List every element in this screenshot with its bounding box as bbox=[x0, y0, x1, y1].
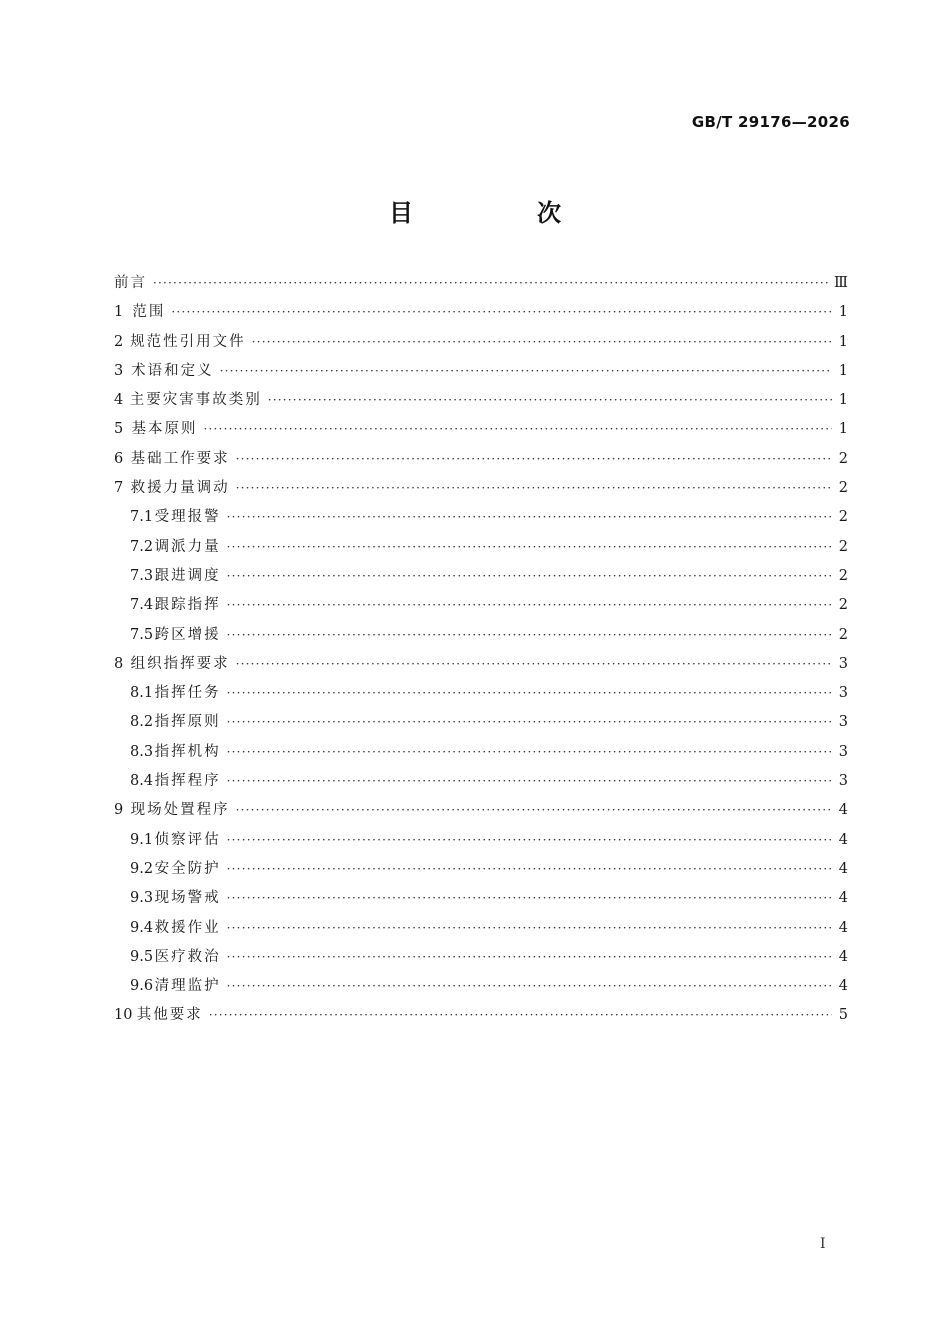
toc-entry[interactable] bbox=[114, 884, 848, 913]
toc-entry-title: 侦察评估 bbox=[154, 831, 221, 848]
toc-entry-page: 4 bbox=[838, 831, 848, 848]
toc-entry[interactable] bbox=[114, 796, 848, 825]
toc-entry-title: 术语和定义 bbox=[131, 362, 214, 379]
toc-leader-dots bbox=[227, 943, 832, 972]
toc-entry-title: 调派力量 bbox=[154, 538, 221, 555]
toc-entry[interactable] bbox=[114, 943, 848, 972]
toc-entry-title: 范围 bbox=[132, 304, 166, 321]
toc-entry[interactable] bbox=[114, 298, 848, 327]
toc-entry-title: 救援力量调动 bbox=[130, 480, 230, 497]
toc-entry-page: 2 bbox=[838, 538, 848, 555]
toc-entry-page: 1 bbox=[838, 362, 848, 379]
toc-entry-page: Ⅲ bbox=[834, 275, 848, 291]
toc-entry-number: 9.3 bbox=[130, 890, 154, 907]
toc-entry-number: 7.5 bbox=[130, 626, 154, 643]
toc-entry-title: 指挥机构 bbox=[154, 743, 221, 760]
toc-entry-number: 9.6 bbox=[130, 978, 154, 995]
toc-entry-title: 现场处置程序 bbox=[130, 802, 230, 819]
toc-leader-dots bbox=[227, 972, 832, 1001]
toc-entry[interactable] bbox=[114, 269, 848, 298]
toc-entry-page: 2 bbox=[838, 626, 848, 643]
toc-entry-number: 8.4 bbox=[130, 773, 154, 790]
toc-leader-dots bbox=[252, 328, 832, 357]
toc-entry-title: 指挥任务 bbox=[154, 685, 221, 702]
toc-entry-number: 4 bbox=[114, 392, 124, 409]
toc-leader-dots bbox=[227, 562, 832, 591]
toc-entry-number: 5 bbox=[114, 421, 124, 438]
toc-entry-page: 4 bbox=[838, 948, 848, 965]
toc-entry-title: 医疗救治 bbox=[154, 948, 221, 965]
toc-entry[interactable] bbox=[114, 767, 848, 796]
toc-entry-page: 4 bbox=[838, 919, 848, 936]
toc-entry[interactable] bbox=[114, 679, 848, 708]
toc-entry-number: 1 bbox=[114, 304, 124, 321]
toc-entry[interactable] bbox=[114, 914, 848, 943]
toc-entry[interactable] bbox=[114, 1001, 848, 1030]
toc-entry-number: 9.4 bbox=[130, 919, 154, 936]
toc-entry[interactable] bbox=[114, 445, 848, 474]
toc-entry-number: 7.1 bbox=[130, 509, 154, 526]
toc-leader-dots bbox=[227, 591, 832, 620]
toc-entry-number: 3 bbox=[114, 362, 124, 379]
toc-entry-page: 4 bbox=[838, 890, 848, 907]
toc-entry-title: 主要灾害事故类别 bbox=[129, 392, 262, 409]
toc-entry-number: 7.3 bbox=[130, 567, 154, 584]
toc-entry-page: 3 bbox=[838, 743, 848, 760]
toc-entry-title: 安全防护 bbox=[154, 860, 221, 877]
toc-leader-dots bbox=[209, 1001, 832, 1030]
toc-leader-dots bbox=[171, 298, 832, 327]
toc-entry[interactable] bbox=[114, 328, 848, 357]
toc-entry-title: 指挥原则 bbox=[154, 714, 221, 731]
toc-entry-page: 2 bbox=[838, 480, 848, 497]
toc-entry-title: 现场警戒 bbox=[154, 890, 221, 907]
toc-leader-dots bbox=[236, 796, 832, 825]
toc-entry-number: 9 bbox=[114, 802, 124, 819]
toc-entry[interactable] bbox=[114, 855, 848, 884]
toc-entry-title: 其他要求 bbox=[136, 1007, 203, 1024]
toc-entry-number: 8.1 bbox=[130, 685, 154, 702]
toc-leader-dots bbox=[227, 884, 832, 913]
toc-leader-dots bbox=[204, 415, 832, 444]
toc-entry-title: 基本原则 bbox=[131, 421, 198, 438]
toc-entry-number: 7.2 bbox=[130, 538, 154, 555]
toc-entry[interactable] bbox=[114, 474, 848, 503]
toc-entry-title: 规范性引用文件 bbox=[130, 333, 246, 350]
toc-entry-number: 8.3 bbox=[130, 743, 154, 760]
toc-entry-number: 6 bbox=[114, 450, 124, 467]
toc-entry-page: 1 bbox=[838, 304, 848, 321]
toc-entry-page: 3 bbox=[838, 714, 848, 731]
toc-entry[interactable] bbox=[114, 826, 848, 855]
toc-leader-dots bbox=[227, 767, 832, 796]
toc-entry-page: 3 bbox=[838, 773, 848, 790]
toc-entry-title: 指挥程序 bbox=[154, 773, 221, 790]
toc-leader-dots bbox=[227, 679, 832, 708]
toc-leader-dots bbox=[227, 621, 832, 650]
toc-leader-dots bbox=[227, 533, 832, 562]
toc-entry-number: 9.5 bbox=[130, 948, 154, 965]
toc-entry[interactable] bbox=[114, 650, 848, 679]
toc-entry-number: 8.2 bbox=[130, 714, 154, 731]
toc-entry-page: 4 bbox=[838, 860, 848, 877]
toc-leader-dots bbox=[227, 503, 832, 532]
toc-entry-title: 跟踪指挥 bbox=[154, 597, 221, 614]
toc-entry-page: 1 bbox=[838, 421, 848, 438]
toc-entry[interactable] bbox=[114, 591, 848, 620]
toc-leader-dots bbox=[227, 738, 832, 767]
toc-entry-number: 7.4 bbox=[130, 597, 154, 614]
toc-entry[interactable] bbox=[114, 503, 848, 532]
toc-entry-page: 2 bbox=[838, 450, 848, 467]
toc-entry[interactable] bbox=[114, 415, 848, 444]
toc-entry-title: 基础工作要求 bbox=[130, 450, 230, 467]
toc-entry-title: 跟进调度 bbox=[154, 567, 221, 584]
toc-entry-number: 10 bbox=[114, 1007, 133, 1024]
footer-page-number: I bbox=[820, 1236, 826, 1252]
toc-leader-dots bbox=[153, 269, 828, 298]
toc-entry-number: 8 bbox=[114, 655, 124, 672]
toc-entry-title: 组织指挥要求 bbox=[130, 655, 230, 672]
toc-entry-number: 9.2 bbox=[130, 860, 154, 877]
standard-code: GB/T 29176—2026 bbox=[691, 113, 850, 131]
toc-entry-number: 2 bbox=[114, 333, 124, 350]
table-of-contents bbox=[114, 269, 848, 1031]
toc-leader-dots bbox=[227, 826, 832, 855]
toc-entry-page: 2 bbox=[838, 597, 848, 614]
toc-entry[interactable] bbox=[114, 972, 848, 1001]
toc-entry-page: 1 bbox=[838, 392, 848, 409]
toc-entry-page: 1 bbox=[838, 333, 848, 350]
toc-entry-page: 5 bbox=[838, 1007, 848, 1024]
toc-entry-title: 清理监护 bbox=[154, 978, 221, 995]
toc-entry-title: 前言 bbox=[114, 275, 147, 291]
toc-entry-page: 2 bbox=[838, 509, 848, 526]
toc-leader-dots bbox=[227, 914, 832, 943]
toc-entry[interactable] bbox=[114, 708, 848, 737]
toc-leader-dots bbox=[236, 650, 832, 679]
toc-entry[interactable] bbox=[114, 357, 848, 386]
toc-entry-title: 救援作业 bbox=[154, 919, 221, 936]
toc-entry-page: 4 bbox=[838, 802, 848, 819]
toc-leader-dots bbox=[227, 855, 832, 884]
toc-leader-dots bbox=[236, 474, 832, 503]
toc-leader-dots bbox=[236, 445, 832, 474]
toc-entry-title: 跨区增援 bbox=[154, 626, 221, 643]
toc-entry[interactable] bbox=[114, 738, 848, 767]
toc-entry-number: 7 bbox=[114, 480, 124, 497]
toc-leader-dots bbox=[227, 708, 832, 737]
toc-leader-dots bbox=[268, 386, 832, 415]
page-title: 目 次 bbox=[389, 199, 611, 227]
toc-entry-title: 受理报警 bbox=[154, 509, 221, 526]
toc-entry-page: 4 bbox=[838, 978, 848, 995]
toc-entry-page: 3 bbox=[838, 685, 848, 702]
toc-entry-number: 9.1 bbox=[130, 831, 154, 848]
toc-entry[interactable] bbox=[114, 386, 848, 415]
toc-entry-page: 3 bbox=[838, 655, 848, 672]
toc-entry[interactable] bbox=[114, 533, 848, 562]
toc-entry[interactable] bbox=[114, 621, 848, 650]
toc-entry-page: 2 bbox=[838, 567, 848, 584]
toc-leader-dots bbox=[220, 357, 832, 386]
toc-entry[interactable] bbox=[114, 562, 848, 591]
